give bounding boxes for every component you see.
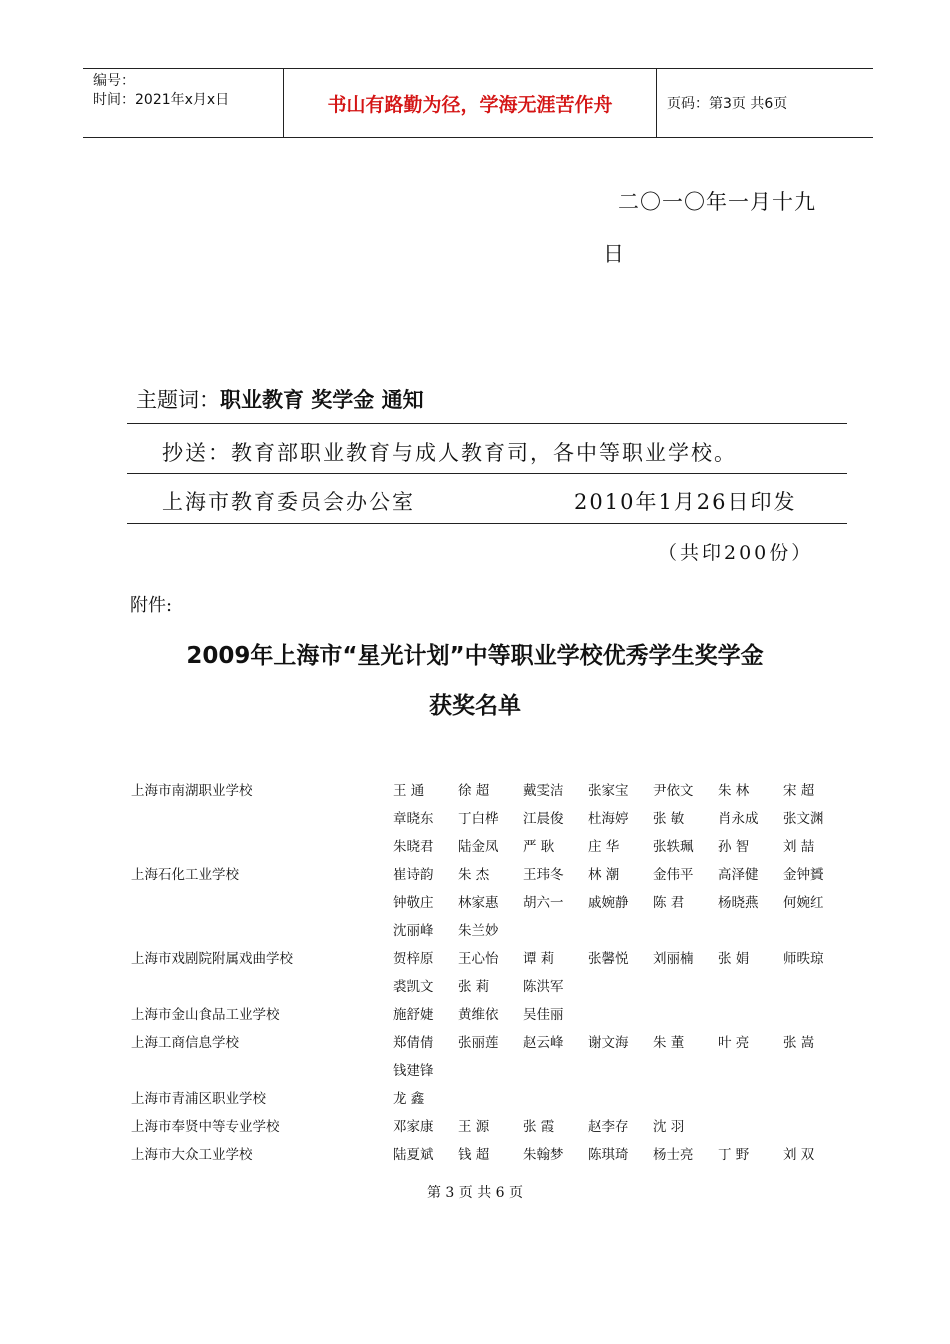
student-name: 朱晓君 (393, 839, 434, 855)
list-title-line-2: 获奖名单 (429, 693, 521, 719)
student-name: 沈 羽 (653, 1119, 685, 1135)
student-name: 朱翰梦 (523, 1147, 564, 1163)
student-name: 朱兰妙 (458, 923, 499, 939)
student-name: 陈琪琦 (588, 1147, 629, 1163)
student-name: 裘凯文 (393, 979, 434, 995)
list-row (131, 915, 851, 943)
student-name: 吴佳丽 (523, 1007, 564, 1023)
student-name: 沈丽峰 (393, 923, 434, 939)
student-name: 陈 君 (653, 895, 685, 911)
student-name: 王 源 (458, 1119, 490, 1135)
student-name: 朱 林 (718, 783, 750, 799)
student-name: 张 霞 (523, 1119, 555, 1135)
student-name: 钟敬庄 (393, 895, 434, 911)
student-name: 徐 超 (458, 783, 490, 799)
divider (127, 523, 847, 524)
student-name: 刘 喆 (783, 839, 815, 855)
student-name: 戚婉静 (588, 895, 629, 911)
page-header (83, 68, 873, 138)
student-name: 刘丽楠 (653, 951, 694, 967)
divider (127, 473, 847, 474)
list-row (131, 1111, 851, 1139)
school-name: 上海市戏剧院附属戏曲学校 (131, 951, 293, 967)
student-name: 林 潮 (588, 867, 620, 883)
student-name: 陈洪军 (523, 979, 564, 995)
date-line-1: 二〇一〇年一月十九 (618, 190, 816, 214)
student-name: 尹依文 (653, 783, 694, 799)
student-name: 张轶珮 (653, 839, 694, 855)
header-meta (83, 69, 284, 137)
list-row (131, 971, 851, 999)
student-name: 张 敏 (653, 811, 685, 827)
student-name: 叶 亮 (718, 1035, 750, 1051)
list-row (131, 803, 851, 831)
student-name: 王心怡 (458, 951, 499, 967)
student-name: 朱 董 (653, 1035, 685, 1051)
student-name: 张 莉 (458, 979, 490, 995)
subject-prefix: 主题词： (136, 388, 220, 412)
student-name: 何婉红 (783, 895, 824, 911)
award-list (131, 775, 851, 1167)
list-title-line-1: 2009年上海市“星光计划”中等职业学校优秀学生奖学金 (186, 643, 764, 669)
student-name: 谢文海 (588, 1035, 629, 1051)
student-name: 王玮冬 (523, 867, 564, 883)
student-name: 施舒婕 (393, 1007, 434, 1023)
student-name: 陆夏斌 (393, 1147, 434, 1163)
header-motto: 书山有路勤为径，学海无涯苦作舟 (284, 69, 657, 137)
student-name: 张馨悦 (588, 951, 629, 967)
student-name: 谭 莉 (523, 951, 555, 967)
list-row (131, 1139, 851, 1167)
list-row (131, 887, 851, 915)
student-name: 朱 杰 (458, 867, 490, 883)
list-row (131, 831, 851, 859)
student-name: 龙 鑫 (393, 1091, 425, 1107)
copies-count: （共印200份） (658, 542, 814, 564)
student-name: 丁 野 (718, 1147, 750, 1163)
school-name: 上海石化工业学校 (131, 867, 239, 883)
school-name: 上海市奉贤中等专业学校 (131, 1119, 280, 1135)
subject-terms: 职业教育 奖学金 通知 (220, 388, 424, 412)
student-name: 戴雯洁 (523, 783, 564, 799)
school-name: 上海工商信息学校 (131, 1035, 239, 1051)
subject-line (136, 384, 424, 414)
page-footer: 第 3 页 共 6 页 (426, 1185, 524, 1201)
list-row (131, 1027, 851, 1055)
student-name: 严 耿 (523, 839, 555, 855)
time-label: 时间：2021年x月x日 (93, 92, 230, 108)
printed-date: 2010年1月26日印发 (574, 490, 797, 514)
student-name: 章晓东 (393, 811, 434, 827)
cc-line: 抄送：教育部职业教育与成人教育司，各中等职业学校。 (162, 441, 737, 465)
student-name: 金钟贇 (783, 867, 824, 883)
school-name: 上海市青浦区职业学校 (131, 1091, 266, 1107)
student-name: 庄 华 (588, 839, 620, 855)
school-name: 上海市南湖职业学校 (131, 783, 253, 799)
student-name: 金伟平 (653, 867, 694, 883)
student-name: 张文渊 (783, 811, 824, 827)
student-name: 钱建锋 (393, 1063, 434, 1079)
student-name: 黄维依 (458, 1007, 499, 1023)
issuing-office: 上海市教育委员会办公室 (162, 490, 415, 514)
student-name: 宋 超 (783, 783, 815, 799)
student-name: 肖永成 (718, 811, 759, 827)
attachment-label: 附件: (130, 595, 173, 616)
student-name: 张 嵩 (783, 1035, 815, 1051)
student-name: 张 娟 (718, 951, 750, 967)
student-name: 崔诗韵 (393, 867, 434, 883)
student-name: 师昳琼 (783, 951, 824, 967)
student-name: 江晨俊 (523, 811, 564, 827)
student-name: 杜海婷 (588, 811, 629, 827)
student-name: 杨晓燕 (718, 895, 759, 911)
list-row (131, 999, 851, 1027)
student-name: 张丽莲 (458, 1035, 499, 1051)
school-name: 上海市金山食品工业学校 (131, 1007, 280, 1023)
header-page-label: 页码：第3页 共6页 (667, 96, 788, 112)
date-line-2: 日 (603, 242, 624, 266)
number-label: 编号： (93, 73, 135, 89)
student-name: 赵云峰 (523, 1035, 564, 1051)
list-row (131, 1083, 851, 1111)
student-name: 贺梓原 (393, 951, 434, 967)
student-name: 钱 超 (458, 1147, 490, 1163)
student-name: 胡六一 (523, 895, 564, 911)
student-name: 孙 智 (718, 839, 750, 855)
student-name: 高泽健 (718, 867, 759, 883)
student-name: 张家宝 (588, 783, 629, 799)
student-name: 陆金凤 (458, 839, 499, 855)
student-name: 王 通 (393, 783, 425, 799)
divider (127, 423, 847, 424)
student-name: 邓家康 (393, 1119, 434, 1135)
school-name: 上海市大众工业学校 (131, 1147, 253, 1163)
list-row (131, 775, 851, 803)
student-name: 林家惠 (458, 895, 499, 911)
student-name: 刘 双 (783, 1147, 815, 1163)
student-name: 赵李存 (588, 1119, 629, 1135)
student-name: 丁白桦 (458, 811, 499, 827)
student-name: 杨士亮 (653, 1147, 694, 1163)
list-row (131, 859, 851, 887)
student-name: 郑倩倩 (393, 1035, 434, 1051)
list-row (131, 943, 851, 971)
list-row (131, 1055, 851, 1083)
